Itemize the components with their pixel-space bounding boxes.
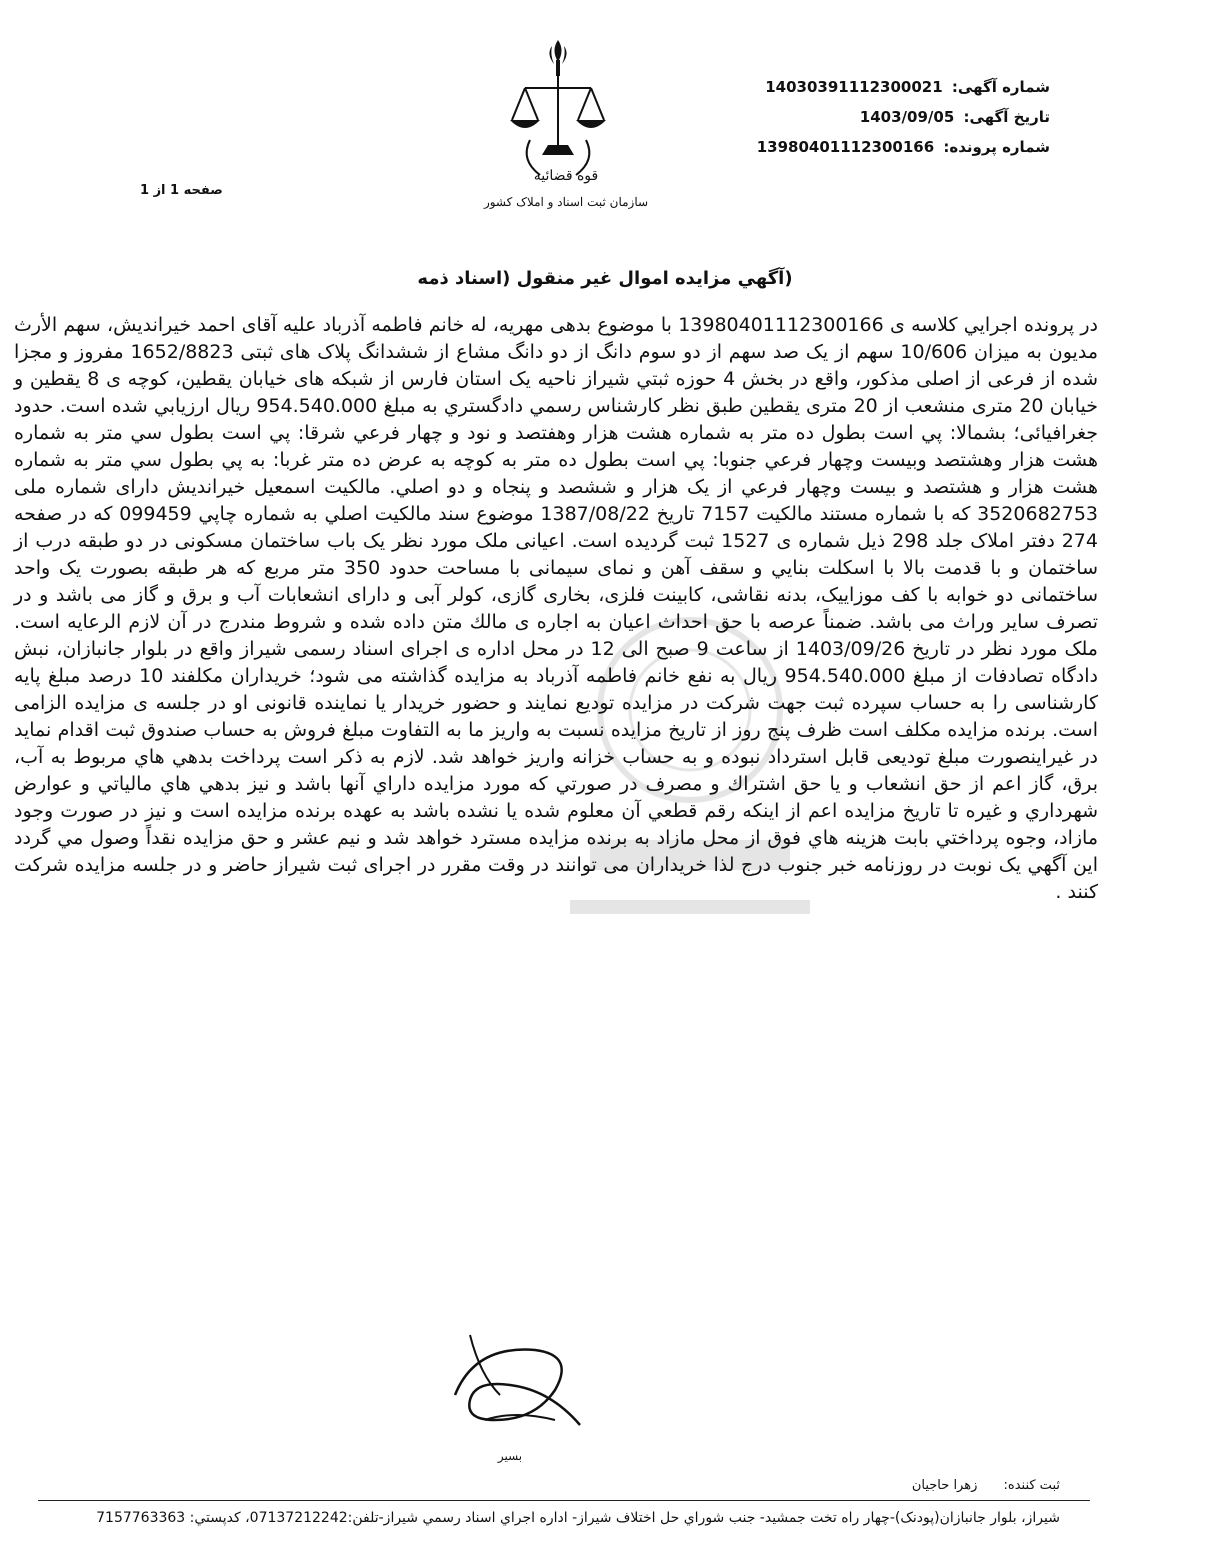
notice-date: 1403/09/05 <box>859 108 955 126</box>
signature <box>415 1315 615 1475</box>
notice-number-row <box>753 72 1050 102</box>
notice-date-label: تاریخ آگهی: <box>963 108 1050 126</box>
file-number: 13980401112300166 <box>756 138 935 156</box>
logo-text-1: قوه قضائیه <box>533 168 599 184</box>
file-number-row <box>753 132 1050 162</box>
recorder <box>912 1478 1060 1493</box>
notice-date-row <box>753 102 1050 132</box>
judiciary-logo <box>470 30 660 220</box>
notice-number: 14030391112300021 <box>765 78 943 96</box>
notice-number-label: شماره آگهی: <box>951 78 1050 96</box>
notice-body: در پرونده اجرايي كلاسه ی 13980401112300166 با موضوع بدهی مهریه، له خانم فاطمه آذرباد علیه آقای احمد خيرانديش، سهم الأرث مديون به ميزان 10/606 سهم از يک صد سهم از دو سوم دانگ از دو دانگ مشاع از ششدانگ پلاک های ثبتی 1652/8823 مفروز و مجزا شده از فرعی از اصلی مذکور، واقع در بخش 4 حوزه ثبتي شيراز ناحيه يک استان فارس از شبكه های خیابان یقطین، کوچه ی 8 یقطین و خیابان 20 متری منشعب از 20 متری یقطین طبق نظر كارشناس رسمي دادگستري به مبلغ 954.540.000 ريال ارزيابي شده است. حدود جغرافيائی؛ بشمالا: پي است بطول ده متر به شماره هشت هزار وهفتصد و نود و چهار فرعي شرقا: پي است بطول سي متر به شماره هشت هزار وهشتصد وبيست وچهار فرعي جنوبا: پي است بطول ده متر به کوچه به عرض ده متر غربا: به پي بطول سي متر به شماره هشت هزار و هشتصد و بيست وچهار فرعي از یک هزار و ششصد و پنجاه و دو اصلي. مالكيت اسمعيل خيرانديش دارای شماره ملی 3520682753 که با شماره مستند مالکيت 7157 تاريخ 1387/08/22 موضوع سند مالکيت اصلي به شماره چاپي 099459 که در صفحه 274 دفتر املاک جلد 298 ذيل شماره ی 1527 ثبت گرديده است. اعیانی ملک مورد نظر يک باب ساختمان مسکونی در دو طبقه درب از ساختمان و با قدمت بالا با اسکلت بنايي و سقف آهن و نمای سيمانی با مساحت حدود 350 متر مربع که هر طبقه بصورت يک واحد ساختمانی دو خوابه با کف موزاييک، بدنه نقاشی، کابينت فلزی، بخاری گازی، کولر آبی و دارای انشعابات آب و برق و گاز می باشد و در تصرف ساير وراث می باشد. ضمناً عرصه با حق احداث اعيان به اجاره ی مالك متن داده شده و شروط مندرج در آن لازم الرعايه است. ملک مورد نظر در تاريخ 1403/09/26 از ساعت 9 صبح الی 12 در محل اداره ی اجرای اسناد رسمی شيراز واقع در بلوار جانبازان، نبش دادگاه تصادفات از مبلغ 954.540.000 ريال به نفع خانم فاطمه آذرباد به مزايده گذاشته می شود؛ خريداران مکلفند 10 درصد مبلغ پايه کارشناسی را به حساب سپرده ثبت جهت شرکت در مزايده توديع نمايند و حضور خريدار يا نماينده قانونی او در جلسه ی مزايده الزامی است. برنده مزايده مکلف است ظرف پنج روز از تاريخ مزايده نسبت به واريز ما به التفاوت مبلغ فروش به حساب صندوق ثبت اقدام نمايد در غيراينصورت مبلغ توديعی قابل استرداد نبوده و به حساب خزانه واريز خواهد شد. لازم به ذكر است پرداخت بدهي هاي مربوط به آب، برق، گاز اعم از حق انشعاب و يا حق اشتراك و مصرف در صورتي كه مورد مزايده داراي آنها باشد و نيز بدهي هاي مالياتي و عوارض شهرداري و غيره تا تاريخ مزايده اعم از اينكه رقم قطعي آن معلوم شده يا نشده باشد به عهده برنده مزايده است و نيز در صورت وجود مازاد، وجوه پرداختي بابت هزينه هاي فوق از محل مازاد به برنده مزايده مسترد خواهد شد و نيم عشر و حق مزايده نقداً وصول مي گردد اين آگهي يک نوبت در روزنامه خبر جنوب درج لذا خريداران می توانند در وقت مقرر در اجرای ثبت شيراز حاضر و در جلسه مزايده شرکت کنند . <box>14 314 1099 903</box>
notice-metadata <box>753 72 1050 162</box>
page-number: صفحه 1 از 1 <box>140 183 223 198</box>
file-number-label: شماره پرونده: <box>943 138 1050 156</box>
signature-caption: بسیر <box>497 1449 523 1463</box>
recorder-name: زهرا حاجيان <box>911 1478 978 1493</box>
footer-divider <box>38 1500 1090 1501</box>
notice-title: (آگهي مزايده اموال غير منقول (اسناد ذمه <box>417 268 793 289</box>
recorder-label: ثبت کننده: <box>1003 1478 1060 1493</box>
footer-address: شيراز، بلوار جانبازان(پودنک)-چهار راه تخت جمشيد- جنب شوراي حل اختلاف شيراز- اداره اجراي اسناد رسمي شيراز-تلفن:07137212242، کدپستي: 7157763363 <box>96 1510 1060 1526</box>
logo-text-2: سازمان ثبت اسناد و املاک کشور <box>483 195 649 209</box>
